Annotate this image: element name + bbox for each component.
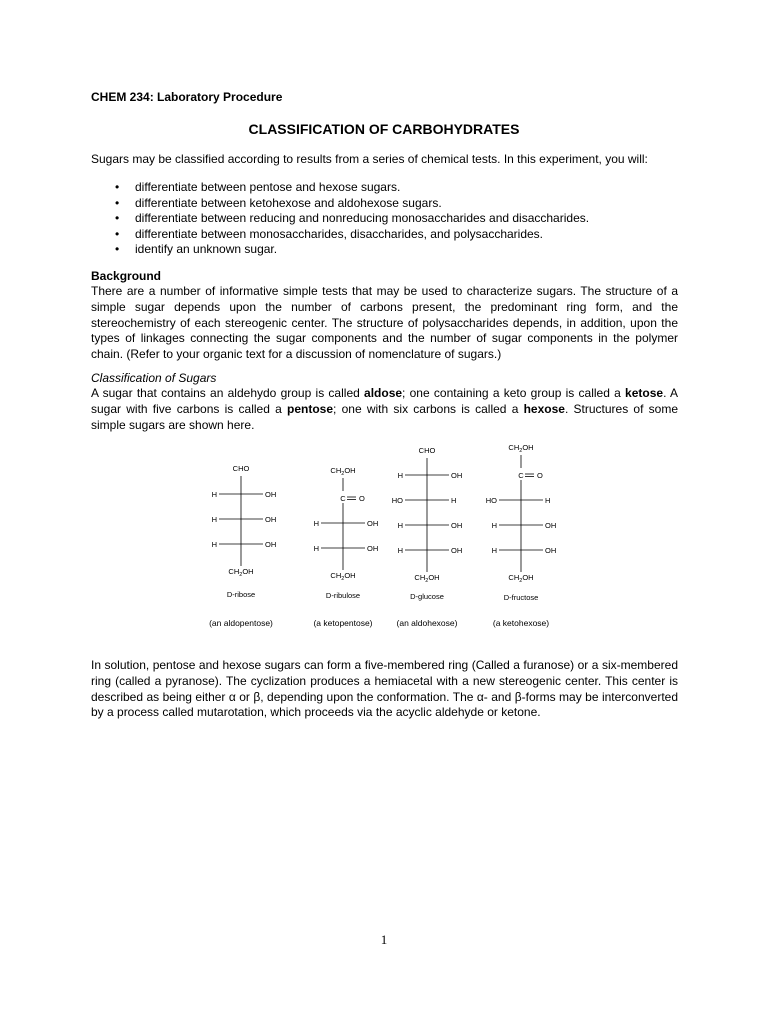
right-substituent-label: OH: [451, 471, 463, 480]
right-substituent-label: OH: [451, 546, 463, 555]
left-substituent-label: H: [491, 521, 497, 530]
right-substituent-label: OH: [451, 521, 463, 530]
right-substituent-label: H: [545, 496, 551, 505]
right-substituent-label: OH: [367, 544, 379, 553]
carbonyl-carbon-label: C: [340, 494, 346, 503]
bottom-group-label: $CH_2OH$: [228, 567, 254, 578]
left-substituent-label: H: [397, 546, 403, 555]
bottom-group-label: $CH_2OH$: [330, 571, 356, 582]
course-header: CHEM 234: Laboratory Procedure: [91, 90, 283, 104]
sugar-name-label: D-fructose: [503, 593, 539, 602]
carbonyl-oxygen-label: O: [359, 494, 365, 503]
intro-paragraph: Sugars may be classified according to results from a series of chemical tests. In this experiment, you will:: [91, 152, 648, 166]
list-item: • identify an unknown sugar.: [91, 242, 589, 258]
top-group-label: $CH_2OH$: [508, 443, 534, 454]
right-substituent-label: OH: [265, 540, 277, 549]
list-item: • differentiate between monosaccharides, disaccharides, and polysaccharides.: [91, 227, 589, 243]
left-substituent-label: H: [211, 540, 217, 549]
list-item: • differentiate between reducing and nonreducing monosaccharides and disaccharides.: [91, 211, 589, 227]
left-substituent-label: H: [313, 519, 319, 528]
sugar-class-label: (a ketohexose): [492, 618, 550, 628]
sugar-name-label: D-glucose: [410, 592, 444, 601]
page-number: 1: [380, 932, 388, 947]
left-substituent-label: H: [397, 471, 403, 480]
background-paragraph: There are a number of informative simple tests that may be used to characterize sugars. The structure of a simple sugar depends upon the number of carbons present, the predominant ring form, and the stereochemistry of each stereogenic center. The structure of polysaccharides depends, in addition, upon the types of linkages connecting the sugar components and the number of sugar components in the polymer chain. (Refer to your organic text for a discussion of nomenclature of sugars.): [91, 284, 678, 362]
carbonyl-carbon-label: C: [518, 471, 524, 480]
background-heading: Background: [91, 269, 162, 283]
document-title: CLASSIFICATION OF CARBOHYDRATES: [248, 121, 520, 137]
right-substituent-label: OH: [545, 546, 557, 555]
term-pentose: pentose: [287, 401, 334, 416]
top-group-label: CHO: [232, 464, 250, 473]
left-substituent-label: HO: [391, 496, 403, 505]
ring-forms-paragraph: In solution, pentose and hexose sugars can form a five-membered ring (Called a furanose) or a six-membered ring (called a pyranose). The cyclization produces a hemiacetal with a new stereogenic center. This center is described as being either α or β, depending upon the conformation. The α- and β-forms may be interconverted by a process called mutarotation, which proceeds via the acyclic aldehyde or ketone.: [91, 658, 678, 720]
term-ketose: ketose: [625, 386, 664, 400]
right-substituent-label: OH: [367, 519, 379, 528]
sugar-class-label: (a ketopentose): [313, 618, 373, 628]
bottom-group-label: $CH_2OH$: [414, 573, 440, 584]
sugar-class-label: (an aldopentose): [209, 618, 273, 628]
right-substituent-label: OH: [265, 490, 277, 499]
left-substituent-label: H: [313, 544, 319, 553]
term-hexose: hexose: [523, 401, 565, 416]
term-aldose: aldose: [364, 386, 403, 400]
right-substituent-label: H: [451, 496, 457, 505]
right-substituent-label: OH: [545, 521, 557, 530]
classification-paragraph: A sugar that contains an aldehydo group is called aldose; one containing a keto group is called a ketose. A sugar with five carbons is called a pentose; one with six carbons is called a hexose. Structures of some simple sugars are shown here.: [91, 386, 679, 432]
classification-heading: Classification of Sugars: [91, 371, 217, 385]
carbonyl-oxygen-label: O: [537, 471, 543, 480]
sugar-class-label: (an aldohexose): [396, 618, 458, 628]
list-item: • differentiate between ketohexose and aldohexose sugars.: [91, 196, 589, 212]
sugar-name-label: D-ribulose: [325, 591, 361, 600]
left-substituent-label: HO: [485, 496, 497, 505]
top-group-label: CHO: [418, 446, 436, 455]
left-substituent-label: H: [491, 546, 497, 555]
bottom-group-label: $CH_2OH$: [508, 573, 534, 584]
left-substituent-label: H: [211, 515, 217, 524]
left-substituent-label: H: [397, 521, 403, 530]
list-item: • differentiate between pentose and hexose sugars.: [91, 180, 589, 196]
right-substituent-label: OH: [265, 515, 277, 524]
left-substituent-label: H: [211, 490, 217, 499]
sugar-name-label: D-ribose: [226, 590, 256, 599]
top-group-label: $CH_2OH$: [330, 466, 356, 477]
